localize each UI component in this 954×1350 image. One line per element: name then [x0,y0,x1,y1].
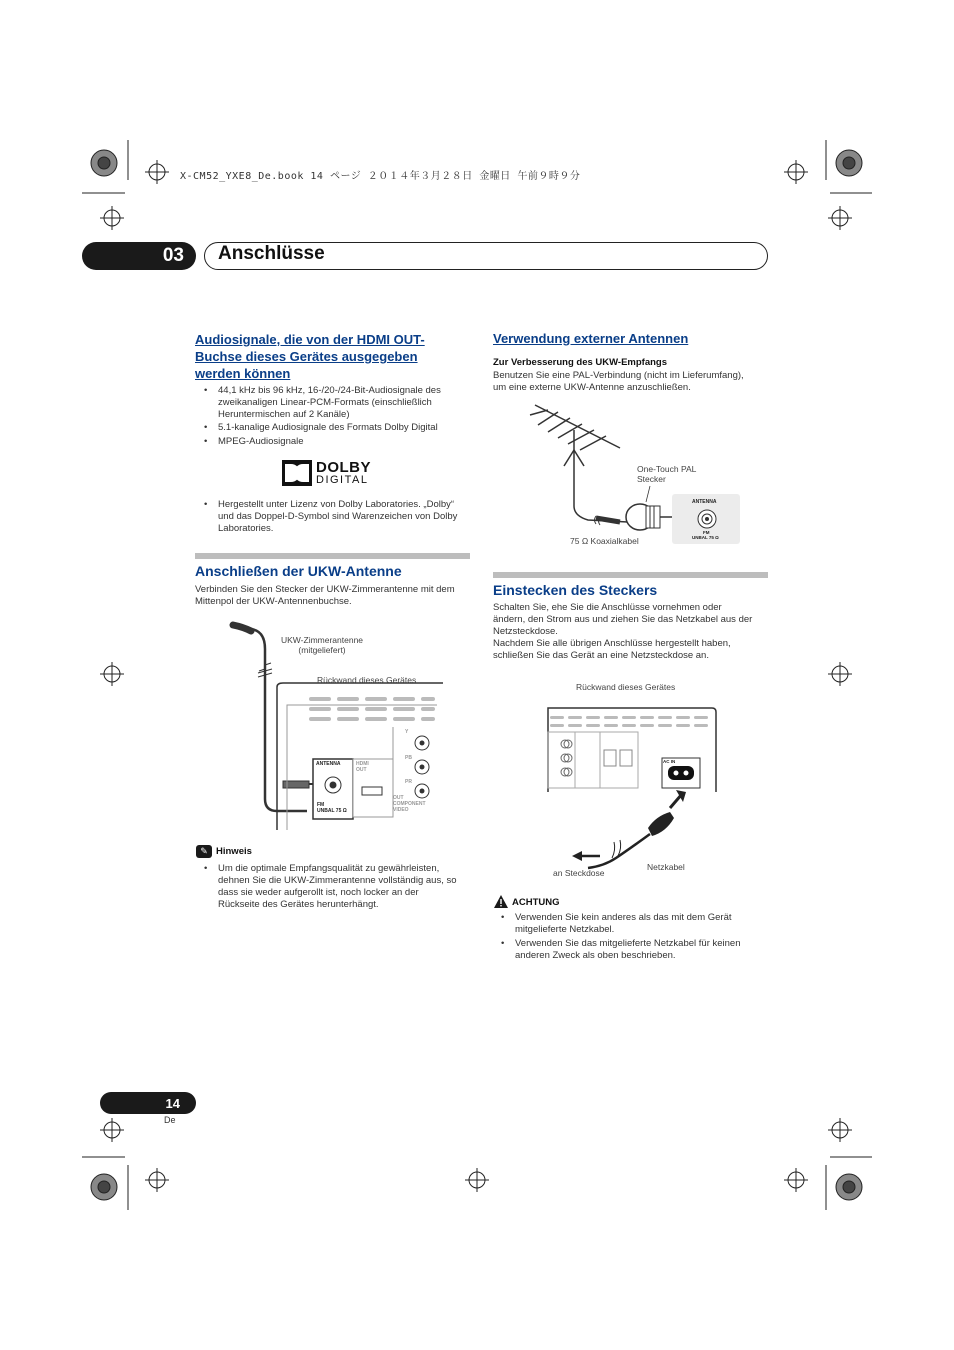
audio-bullet-2: • 5.1-kanalige Audiosignale des Formats Dolby Digital [196,422,438,434]
fm-antenna-diagram: UKW-Zimmerantenne (mitgeliefert) Rückwand dieses Gerätes ANTENNA FM UNBAL 75 Ω HDMI OUT OUT COMPONENT VIDEO Y PB PR [225,615,440,830]
outlet-label: an Steckdose [553,868,605,878]
external-antenna-subheading: Zur Verbesserung des UKW-Empfangs [493,357,668,368]
page-number-badge [100,1092,196,1114]
hint-title: Hinweis [216,846,252,857]
fm-antenna-heading: Anschließen der UKW-Antenne [195,563,402,579]
dolby-digital-logo: DOLBY DIGITAL [282,460,386,488]
audio-bullet-3: • MPEG-Audiosignale [196,436,304,448]
fm-antenna-label: UKW-Zimmerantenne (mitgeliefert) [281,635,364,655]
caution-bullet-1: • Verwenden Sie kein anderes als das mit dem Gerät mitgelieferte Netzkabel. [493,912,732,936]
power-plug-diagram: Rückwand dieses Gerätes AC IN an Steckdose Netzkabel [540,680,720,880]
license-note: • Hergestellt unter Lizenz von Dolby Laboratories. „Dolby“ und das Doppel-D-Symbol sind Warenzeichen von Dolby Laboratories. [196,499,457,535]
section-divider [195,553,470,559]
power-rear-label: Rückwand dieses Gerätes [576,682,676,692]
warning-icon [494,895,508,908]
chapter-number-badge [82,242,196,270]
hint-icon: ✎ [196,845,212,858]
fm-antenna-body: Verbinden Sie den Stecker der UKW-Zimmerantenne mit dem Mittenpol der UKW-Antennenbuchse. [195,584,455,607]
caution-bullet-2: • Verwenden Sie das mitgelieferte Netzkabel für keinen anderen Zweck als oben beschrieben. [493,938,741,962]
hint-bullet: • Um die optimale Empfangsqualität zu gewährleisten, dehnen Sie die UKW-Zimmerantenne vollständig aus, so dass sie weder aufgerollt ist, noch locker an der Rückseite des Gerätes herunterhängt. [196,863,457,911]
audio-bullet-1: • 44,1 kHz bis 96 kHz, 16-/20-/24-Bit-Audiosignale des zweikanaligen Linear-PCM-Formats (einschließlich Heruntermischen auf 2 Kanäle) [196,385,441,421]
plug-body: Schalten Sie, ehe Sie die Anschlüsse vornehmen oder ändern, den Strom aus und ziehen Sie das Netzkabel aus der Netzsteckdose. Nachdem Sie alle übrigen Anschlüsse hergestellt haben, schließen Sie das Gerät an eine Netzsteckdose an. [493,602,753,661]
plug-heading: Einstecken des Steckers [493,582,658,598]
section-divider-right [493,572,768,578]
external-antenna-body: Benutzen Sie eine PAL-Verbindung (nicht im Lieferumfang), um eine externe UKW-Antenne anzuschließen. [493,370,744,393]
page-number: 14 [165,1095,180,1111]
power-cable-label: Netzkabel [647,862,685,872]
rear-panel-label: Rückwand dieses Gerätes [317,675,417,685]
pal-plug-label: One-Touch PAL Stecker [637,464,697,484]
external-antenna-diagram: One-Touch PAL Stecker 75 Ω Koaxialkabel ANTENNA FM UNBAL 75 Ω [500,400,745,550]
audio-heading: Audiosignale, die von der HDMI OUT- Buchse dieses Gerätes ausgegeben werden können [195,332,425,381]
book-info-line: X-CM52_YXE8_De.book 14 ページ ２０１４年３月２８日 金曜日 午前９時９分 [180,171,581,182]
chapter-number: 03 [162,245,184,266]
coax-cable-label: 75 Ω Koaxialkabel [570,536,639,546]
double-d-icon [282,460,312,486]
language-code: De [164,1115,176,1125]
external-antenna-heading: Verwendung externer Antennen [493,331,689,346]
chapter-title: Anschlüsse [218,243,325,264]
caution-title: ACHTUNG [512,897,560,908]
